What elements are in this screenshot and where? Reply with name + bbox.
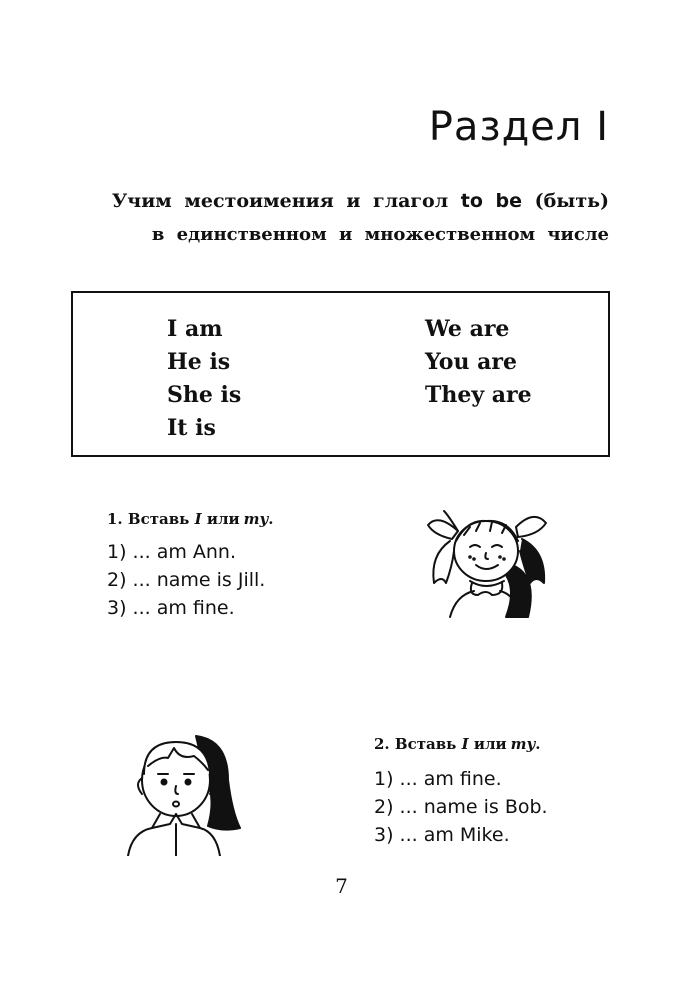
exercise-word: I <box>461 735 469 753</box>
exercise-number: 2. <box>374 735 390 753</box>
exercise-number: 1. <box>107 510 123 528</box>
pronoun-form: It is <box>167 415 216 441</box>
exercise-2-heading: 2. Вставь I или my. <box>374 735 541 753</box>
pronoun-form: She is <box>167 382 242 408</box>
conjugation-table <box>71 291 610 457</box>
subtitle-translation: (быть) <box>534 190 609 212</box>
exercise-instruction: Вставь <box>394 735 457 753</box>
exercise-instruction: Вставь <box>127 510 190 528</box>
exercise-1-lines <box>107 538 265 622</box>
section-title: Раздел I <box>428 104 609 150</box>
girl-illustration <box>420 505 560 625</box>
exercise-line: 2) ... name is Jill. <box>107 569 266 591</box>
exercise-word: my <box>510 735 536 753</box>
exercise-2-lines <box>374 765 548 849</box>
exercise-connector: или <box>206 510 240 528</box>
boy-illustration <box>122 728 252 856</box>
exercise-word: I <box>194 510 202 528</box>
plural-column <box>425 313 532 412</box>
subtitle-line-1 <box>112 190 609 212</box>
subtitle-to-be: to be <box>460 190 522 212</box>
pronoun-form: He is <box>167 349 231 375</box>
exercise-line: 3) ... am Mike. <box>374 824 510 846</box>
subtitle-text: Учим местоимения и глагол <box>111 190 449 212</box>
exercise-word: my <box>243 510 269 528</box>
exercise-connector: или <box>473 735 507 753</box>
exercise-line: 2) ... name is Bob. <box>374 796 548 818</box>
pronoun-form: I am <box>167 316 223 342</box>
exercise-line: 3) ... am fine. <box>107 597 235 619</box>
exercise-1-heading: 1. Вставь I или my. <box>107 510 274 528</box>
pronoun-form: You are <box>425 349 517 375</box>
subtitle-line-2: в единственном и множественном числе <box>151 224 609 245</box>
singular-column <box>167 313 241 445</box>
exercise-line: 1) ... am fine. <box>374 768 502 790</box>
exercise-line: 1) ... am Ann. <box>107 541 237 563</box>
pronoun-form: We are <box>425 316 510 342</box>
page-number: 7 <box>335 874 348 898</box>
pronoun-form: They are <box>425 382 532 408</box>
